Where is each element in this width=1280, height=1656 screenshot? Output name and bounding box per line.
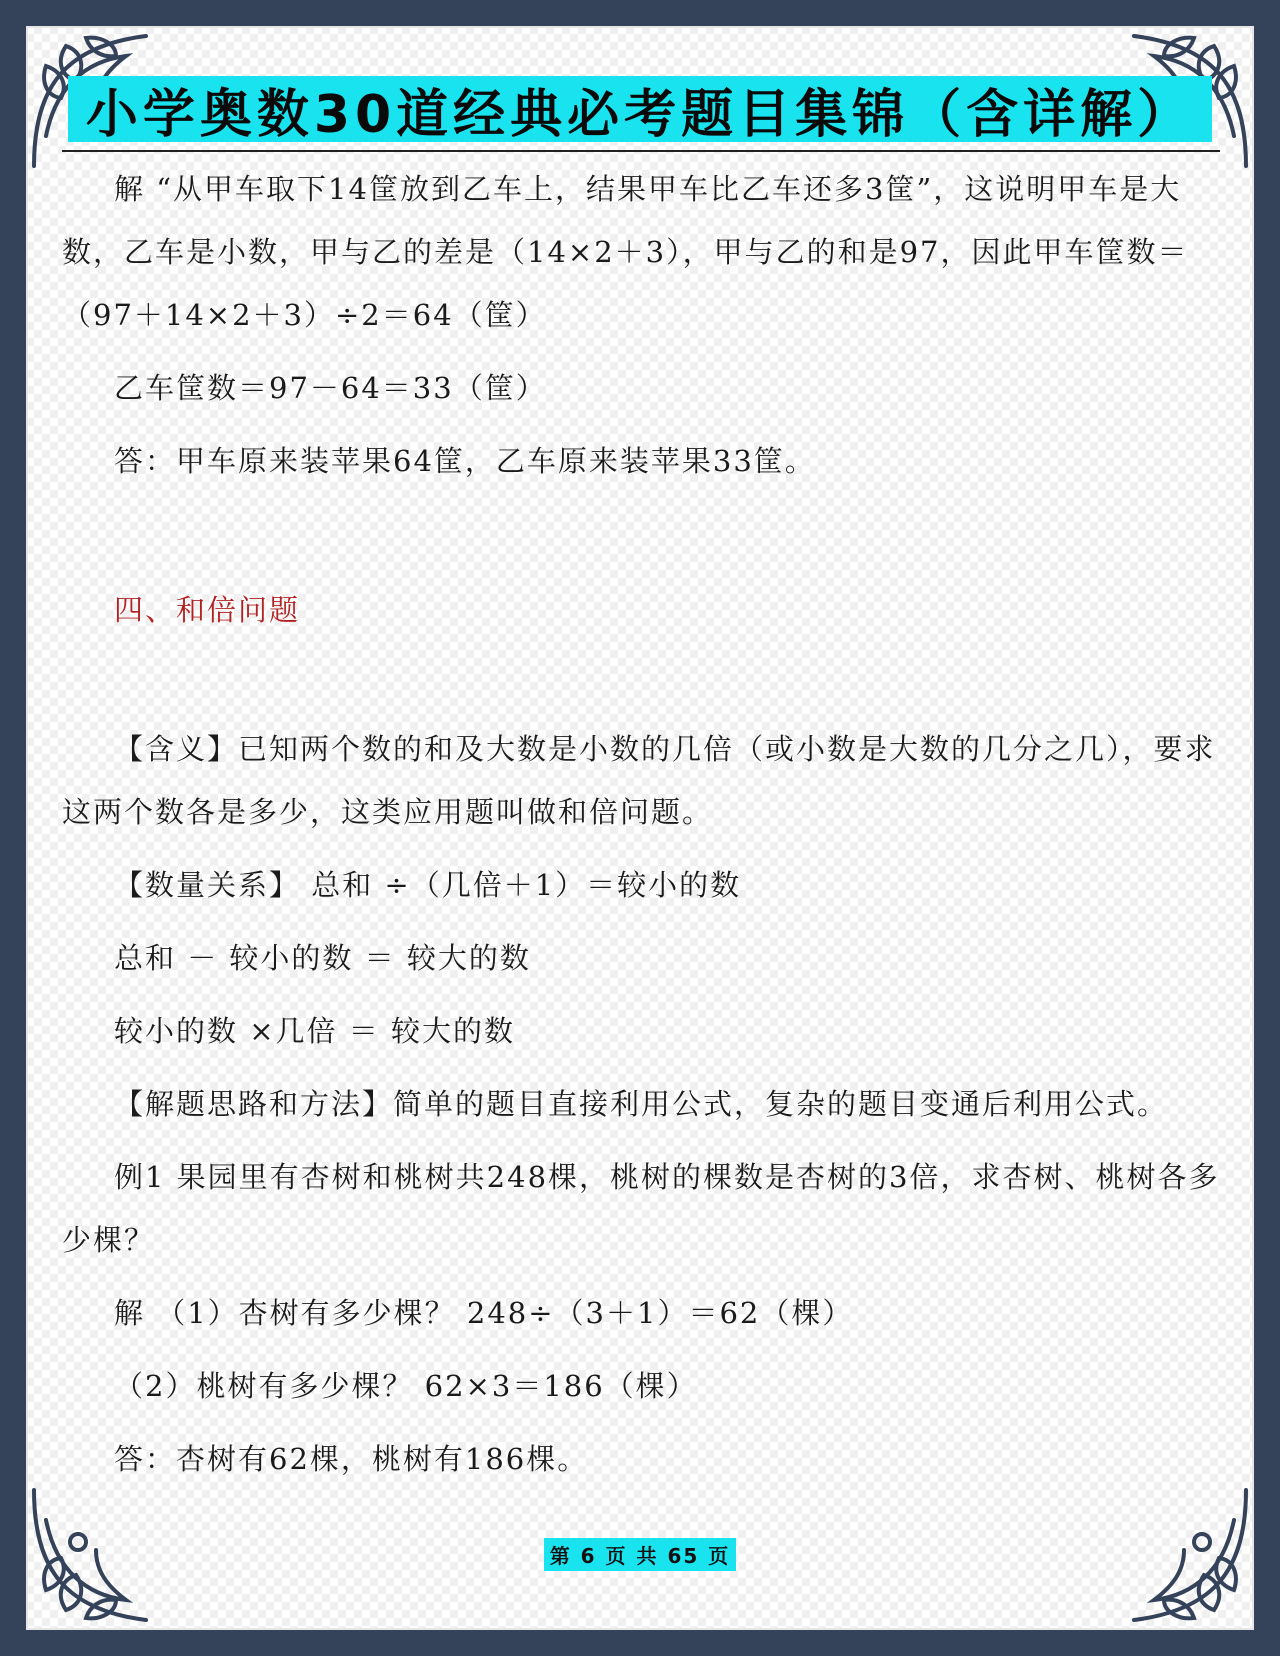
quantity-relation-line: 【数量关系】 总和 ÷（几倍＋1）＝较小的数 (114, 868, 742, 902)
method-line: 【解题思路和方法】简单的题目直接利用公式，复杂的题目变通后利用公式。 (114, 1087, 1169, 1121)
page-number-label: 第 6 页 共 65 页 (544, 1538, 737, 1571)
page-footer (0, 1538, 1280, 1571)
spacer (62, 503, 1222, 579)
title-divider (62, 150, 1220, 152)
formula-line: 总和 － 较小的数 ＝ 较大的数 (114, 941, 531, 975)
solution-step-line: 解 （1）杏树有多少棵？ 248÷（3＋1）＝62（棵） (114, 1296, 854, 1330)
spacer (62, 642, 1222, 718)
section-heading: 四、和倍问题 (114, 593, 301, 627)
formula-line: 较小的数 ×几倍 ＝ 较大的数 (114, 1014, 515, 1048)
meaning-paragraph: 【含义】已知两个数的和及大数是小数的几倍（或小数是大数的几分之几），要求这两个数各是多少，这类应用题叫做和倍问题。 (62, 732, 1216, 829)
solution-paragraph: 解 “从甲车取下14筐放到乙车上，结果甲车比乙车还多3筐”，这说明甲车是大数，乙车是小数，甲与乙的差是（14×2＋3），甲与乙的和是97，因此甲车筐数＝（97＋14×2＋3）÷2＝64（筐） (62, 172, 1189, 332)
title-banner (68, 76, 1212, 145)
example-paragraph: 例1 果园里有杏树和桃树共248棵，桃树的棵数是杏树的3倍，求杏树、桃树各多少棵？ (62, 1160, 1220, 1257)
page-title: 小学奥数30道经典必考题目集锦（含详解） (85, 84, 1195, 145)
answer-line: 答：杏树有62棵，桃树有186棵。 (114, 1442, 589, 1476)
calculation-line: 乙车筐数＝97－64＝33（筐） (114, 371, 547, 405)
document-body (62, 158, 1222, 1501)
solution-step-line: （2）桃树有多少棵？ 62×3＝186（棵） (114, 1369, 698, 1403)
answer-line: 答：甲车原来装苹果64筐，乙车原来装苹果33筐。 (114, 444, 816, 478)
